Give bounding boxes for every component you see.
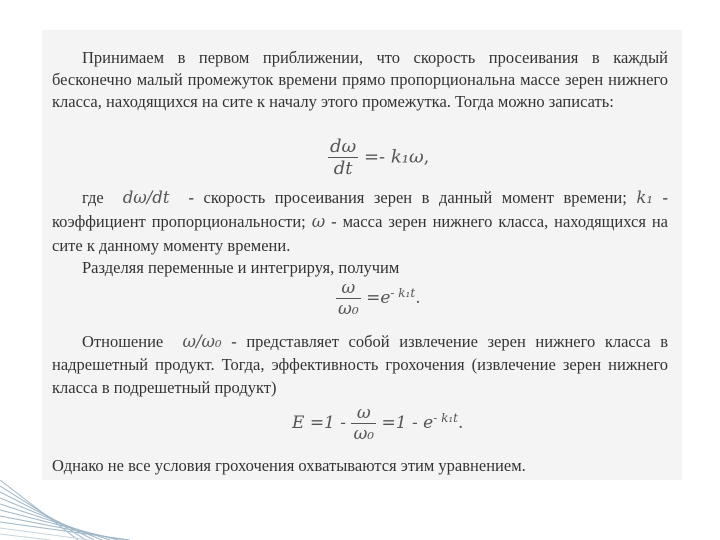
fraction-denominator: ω₀ <box>338 299 359 319</box>
def-where: где <box>82 188 104 207</box>
paragraph-intro: Принимаем в первом приближении, что скорость просеивания в каждый бесконечно малый промежуток времени прямо пропорциональна массе зерен нижнего класса, находящихся на сите к началу этого промежутка. Тогда можно записать: <box>52 48 668 111</box>
equation-mid: =1 - <box>381 413 418 433</box>
paragraph-conclusion: Однако не все условия грохочения охватываются этим уравнением. <box>52 456 526 475</box>
def-coefficient: - коэффициент пропорциональности; <box>52 188 669 231</box>
paragraph-ratio <box>52 330 668 399</box>
paragraph-integrating: Разделяя переменные и интегрируя, получим <box>82 258 400 277</box>
def-rate: - скорость просеивания зерен в данный момент времени; <box>188 188 627 207</box>
equation-rhs: =e <box>366 288 391 308</box>
equation-exponent: - k₁t <box>390 286 416 300</box>
equation-base: e <box>423 413 434 433</box>
corner-stripes-decoration <box>0 450 130 540</box>
fraction-denominator: ω₀ <box>353 424 375 444</box>
equation-solution <box>336 278 421 319</box>
fraction-dw-dt <box>328 136 358 179</box>
equation-exponent: - k₁t <box>433 411 458 425</box>
def-mass: - масса зерен нижнего класса, находящихся на сите к данному моменту времени. <box>52 212 669 255</box>
equation-end: . <box>458 413 464 433</box>
equation-rate <box>328 136 429 179</box>
equation-efficiency <box>292 403 463 444</box>
fraction-denominator: dt <box>333 158 353 179</box>
symbol-w-w0: ω/ω₀ <box>182 332 222 351</box>
symbol-dw-dt: dω/dt <box>122 188 170 207</box>
symbol-k1: k₁ <box>636 188 654 207</box>
equation-end: . <box>415 288 421 308</box>
equation-rhs: =- k₁ω <box>363 146 424 168</box>
equation-end: , <box>423 146 430 168</box>
fraction-numerator: ω <box>336 278 361 299</box>
fraction-w-w0 <box>351 403 376 444</box>
fraction-numerator: dω <box>330 136 357 157</box>
fraction-w-w0 <box>336 278 361 319</box>
ratio-label: Отношение <box>82 332 164 351</box>
equation-lhs: E =1 - <box>292 413 347 433</box>
symbol-omega: ω <box>311 212 326 231</box>
ratio-description: - представляет собой извлечение зерен нижнего класса в надрешетный продукт. Тогда, эффективность грохочения (извлечение зерен нижнего класса в подрешетный продукт) <box>52 332 669 397</box>
fraction-numerator: ω <box>351 403 376 424</box>
paragraph-definitions <box>52 186 668 258</box>
